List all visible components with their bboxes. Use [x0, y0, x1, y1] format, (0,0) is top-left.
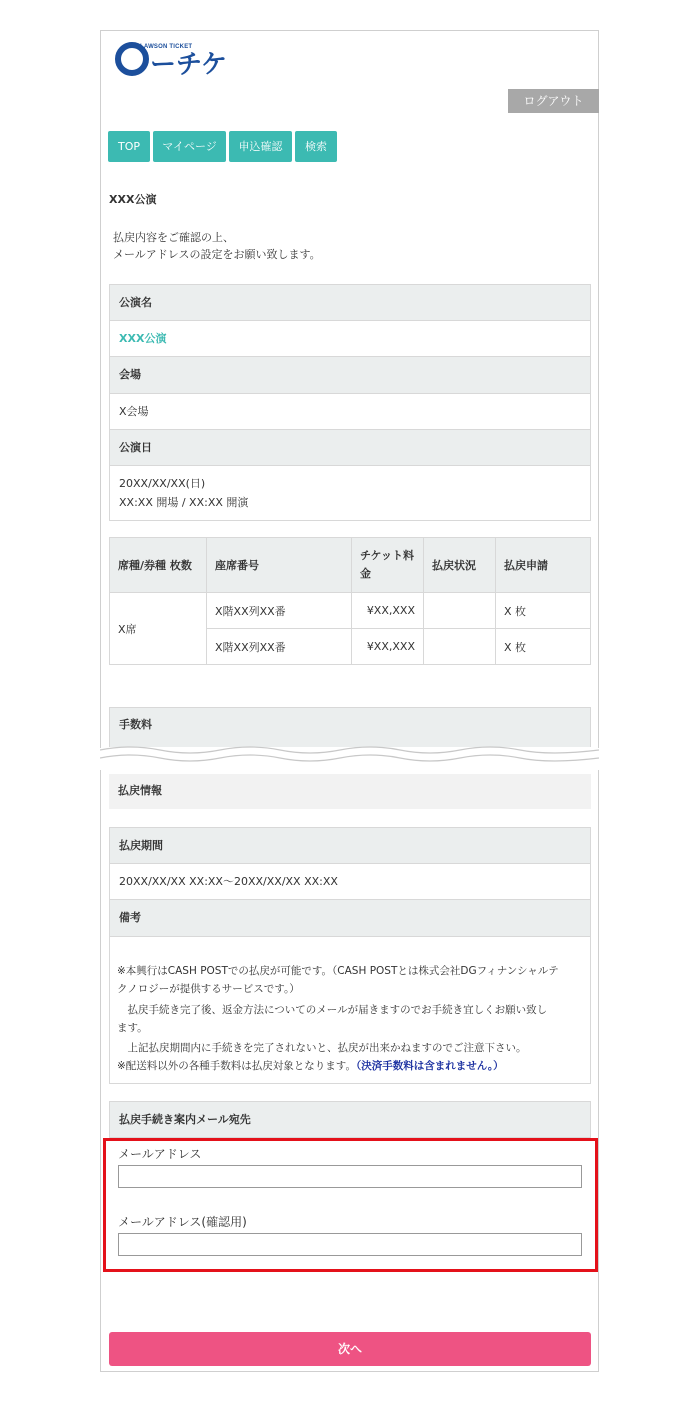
col-refund-status: 払戻状況 — [424, 538, 496, 593]
col-refund-request: 払戻申請 — [496, 538, 591, 593]
seat-type-cell: X席 — [110, 593, 207, 665]
nav-search[interactable]: 検索 — [295, 131, 337, 162]
notes-line-6-text: ※配送料以外の各種手数料は払戻対象となります。 — [117, 1060, 356, 1072]
date-line-1: 20XX/XX/XX(日) — [119, 477, 206, 490]
notes-emphasis: （決済手数料は含まれません。） — [355, 1060, 504, 1072]
status-cell — [424, 593, 496, 629]
ticket-table — [109, 537, 591, 665]
fee-label: 手数料 — [109, 707, 591, 747]
date-line-2: XX:XX 開場 / XX:XX 開演 — [119, 496, 249, 509]
notes-line-3: 払戻手続き完了後、返金方法についてのメールが届きますのでお手続き宜しくお願い致し — [117, 1004, 548, 1016]
intro-line-1: 払戻内容をご確認の上、 — [113, 231, 234, 244]
seat-number-cell: X階XX列XX番 — [207, 593, 352, 629]
event-name-link[interactable]: XXX公演 — [109, 320, 591, 357]
refund-period-label: 払戻期間 — [109, 827, 591, 864]
col-seat-number: 座席番号 — [207, 538, 352, 593]
event-title: XXX公演 — [109, 193, 157, 206]
venue-label: 会場 — [109, 356, 591, 394]
logout-button[interactable]: ログアウト — [508, 89, 599, 113]
notes-line-2: クノロジーが提供するサービスです。） — [117, 983, 300, 995]
event-name-label: 公演名 — [109, 284, 591, 321]
seat-number-cell: X階XX列XX番 — [207, 629, 352, 665]
email-confirm-input[interactable] — [118, 1233, 582, 1256]
refund-info-heading: 払戻情報 — [109, 774, 591, 809]
cut-wave-divider — [100, 740, 599, 770]
request-cell: X 枚 — [496, 593, 591, 629]
date-value — [109, 465, 591, 521]
status-cell — [424, 629, 496, 665]
venue-value: X会場 — [109, 393, 591, 430]
nav-mypage[interactable]: マイページ — [153, 131, 226, 162]
logo-subtitle: LAWSON TICKET — [140, 44, 193, 50]
email-input[interactable] — [118, 1165, 582, 1188]
notes-body — [109, 936, 591, 1084]
date-label: 公演日 — [109, 429, 591, 466]
table-row — [110, 593, 591, 629]
notes-line-5: 上記払戻期間内に手続きを完了されないと、払戻が出来かねますのでご注意下さい。 — [117, 1042, 527, 1054]
request-cell: X 枚 — [496, 629, 591, 665]
notes-line-1: ※本興行はCASH POSTでの払戻が可能です。（CASH POSTとは株式会社DGフィナンシャルテ — [117, 965, 559, 977]
nav-top[interactable]: TOP — [108, 131, 150, 162]
email-label: メールアドレス — [118, 1147, 202, 1161]
logo-text: ーチケ — [150, 50, 227, 80]
price-cell: ¥XX,XXX — [352, 593, 424, 629]
email-confirm-label: メールアドレス(確認用) — [118, 1215, 247, 1229]
next-button[interactable]: 次へ — [109, 1332, 591, 1366]
mail-section-label: 払戻手続き案内メール宛先 — [109, 1101, 591, 1138]
nav-application-check[interactable]: 申込確認 — [229, 131, 292, 162]
col-seat-type: 席種/券種 枚数 — [110, 538, 207, 593]
ticket-table-header — [110, 538, 591, 593]
intro-line-2: メールアドレスの設定をお願い致します。 — [113, 248, 321, 261]
notes-line-6 — [117, 1057, 504, 1075]
price-cell: ¥XX,XXX — [352, 629, 424, 665]
notes-label: 備考 — [109, 899, 591, 937]
refund-period-value: 20XX/XX/XX XX:XX～20XX/XX/XX XX:XX — [109, 863, 591, 900]
col-ticket-price: チケット料金 — [352, 538, 424, 593]
notes-line-4: ます。 — [117, 1022, 148, 1034]
